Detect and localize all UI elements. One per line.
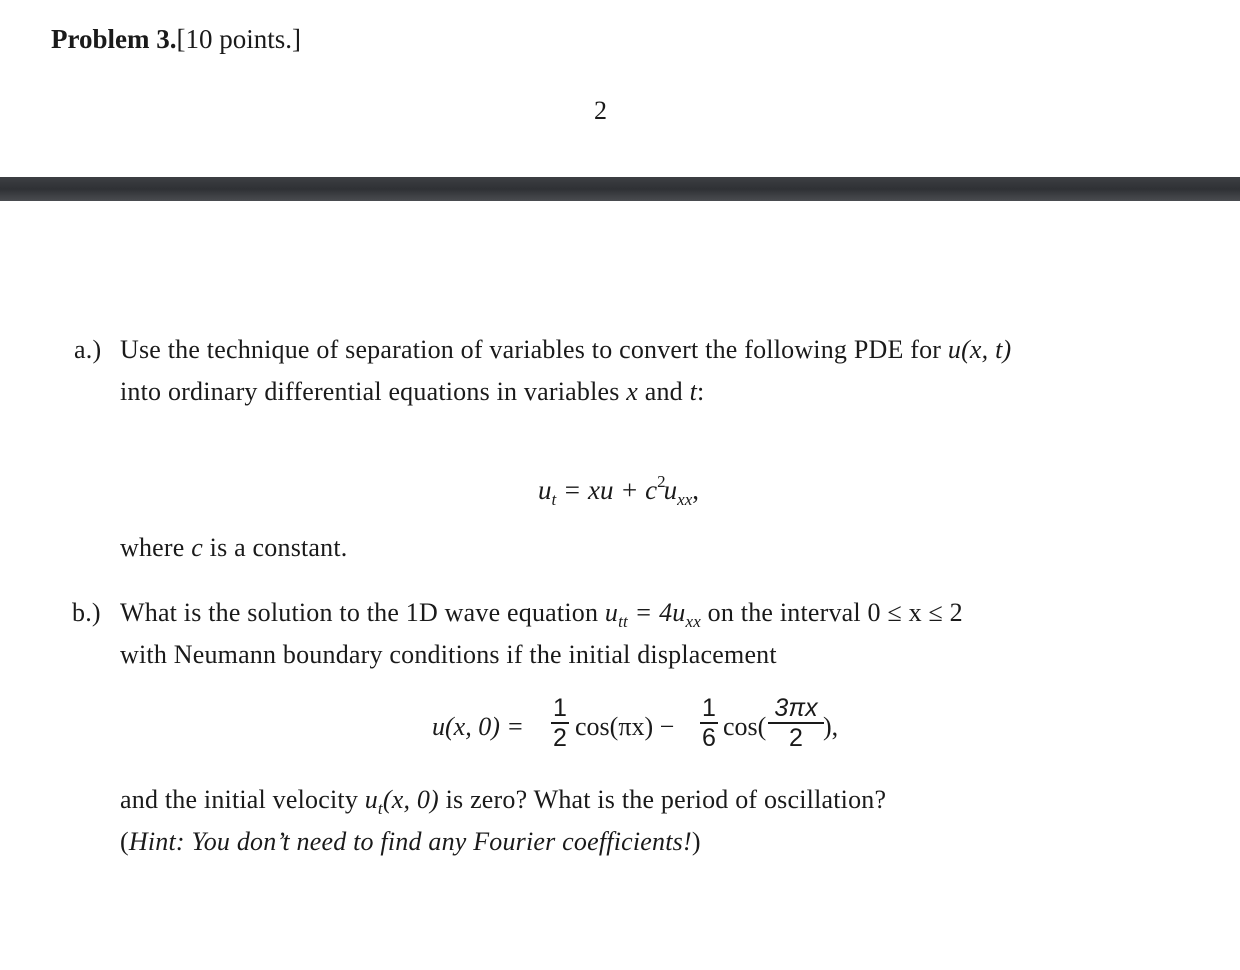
part-b-line-3	[120, 785, 886, 819]
part-a-line-1-text: Use the technique of separation of variables to convert the following PDE for	[120, 335, 942, 364]
part-b-line-1	[120, 598, 963, 632]
part-b-line-1-text: What is the solution to the 1D wave equation	[120, 598, 599, 627]
cos1-text: cos(πx) −	[575, 712, 675, 741]
velocity-pre: and the initial velocity	[120, 785, 359, 814]
wave-mid: = 4u	[627, 598, 686, 627]
disp-lhs	[432, 712, 524, 742]
part-a-function: u(x, t)	[947, 335, 1012, 364]
disp-lhs-text: u(x, 0) =	[432, 712, 524, 741]
where-pre: where	[120, 533, 185, 562]
hint-close: )	[691, 827, 701, 856]
part-b-line-2: with Neumann boundary conditions if the initial displacement	[120, 640, 777, 669]
eq-rhs-u: u	[663, 475, 678, 505]
frac3-num	[767, 694, 825, 722]
frac2-den: 6	[702, 723, 716, 752]
part-a-line-2	[120, 377, 704, 407]
part-a-equation	[538, 472, 699, 510]
part-b-interval: on the interval 0 ≤ x ≤ 2	[707, 598, 963, 627]
part-a-colon: :	[697, 377, 705, 406]
part-a-line-1	[120, 335, 1011, 365]
problem-points: [10 points.]	[176, 24, 301, 54]
frac3-den: 2	[789, 723, 803, 752]
fraction-1	[550, 694, 570, 752]
problem-heading	[51, 24, 301, 55]
velocity-post: is zero? What is the period of oscillation?	[445, 785, 887, 814]
cos2-text: cos(	[723, 712, 767, 741]
where-post: is a constant.	[209, 533, 348, 562]
cos-term-2	[723, 712, 766, 742]
page-number: 2	[594, 96, 607, 125]
part-a-var-x: x	[626, 377, 639, 406]
part-b-label: b.)	[72, 598, 101, 627]
eq-rhs-sup: 2	[657, 472, 666, 491]
part-a-line-2-text: into ordinary differential equations in variables	[120, 377, 620, 406]
fraction-3	[767, 694, 825, 752]
eq-rhs-sub: xx	[677, 490, 693, 509]
hint-open: (	[120, 827, 129, 856]
wave-u: u	[604, 598, 619, 627]
frac1-num: 1	[553, 694, 567, 722]
disp-close: ),	[823, 712, 839, 741]
page-divider	[0, 177, 1240, 201]
hint-text: Hint: You don’t need to find any Fourier coefficients!	[128, 827, 692, 856]
where-var: c	[191, 533, 203, 562]
cos-term-1	[575, 712, 674, 742]
part-a-var-t: t	[689, 377, 697, 406]
part-a-where	[120, 533, 348, 563]
eq-lhs-sub: t	[551, 490, 557, 509]
wave-sub-tt: tt	[618, 612, 628, 631]
eq-trail: ,	[692, 475, 699, 505]
part-a-and: and	[644, 377, 683, 406]
velocity-sub: t	[377, 799, 383, 818]
wave-sub-xx: xx	[685, 612, 701, 631]
eq-lhs-u: u	[538, 475, 552, 505]
part-b-hint	[120, 827, 701, 857]
part-a-label: a.)	[74, 335, 102, 364]
velocity-args: (x, 0)	[382, 785, 439, 814]
eq-rhs: = xu + c	[556, 475, 658, 505]
frac3-num-text: 3πx	[774, 694, 818, 722]
frac2-num: 1	[702, 694, 716, 722]
frac1-den: 2	[553, 723, 567, 752]
fraction-2	[699, 694, 719, 752]
velocity-u: u	[364, 785, 378, 814]
problem-label: Problem 3.	[51, 24, 177, 54]
